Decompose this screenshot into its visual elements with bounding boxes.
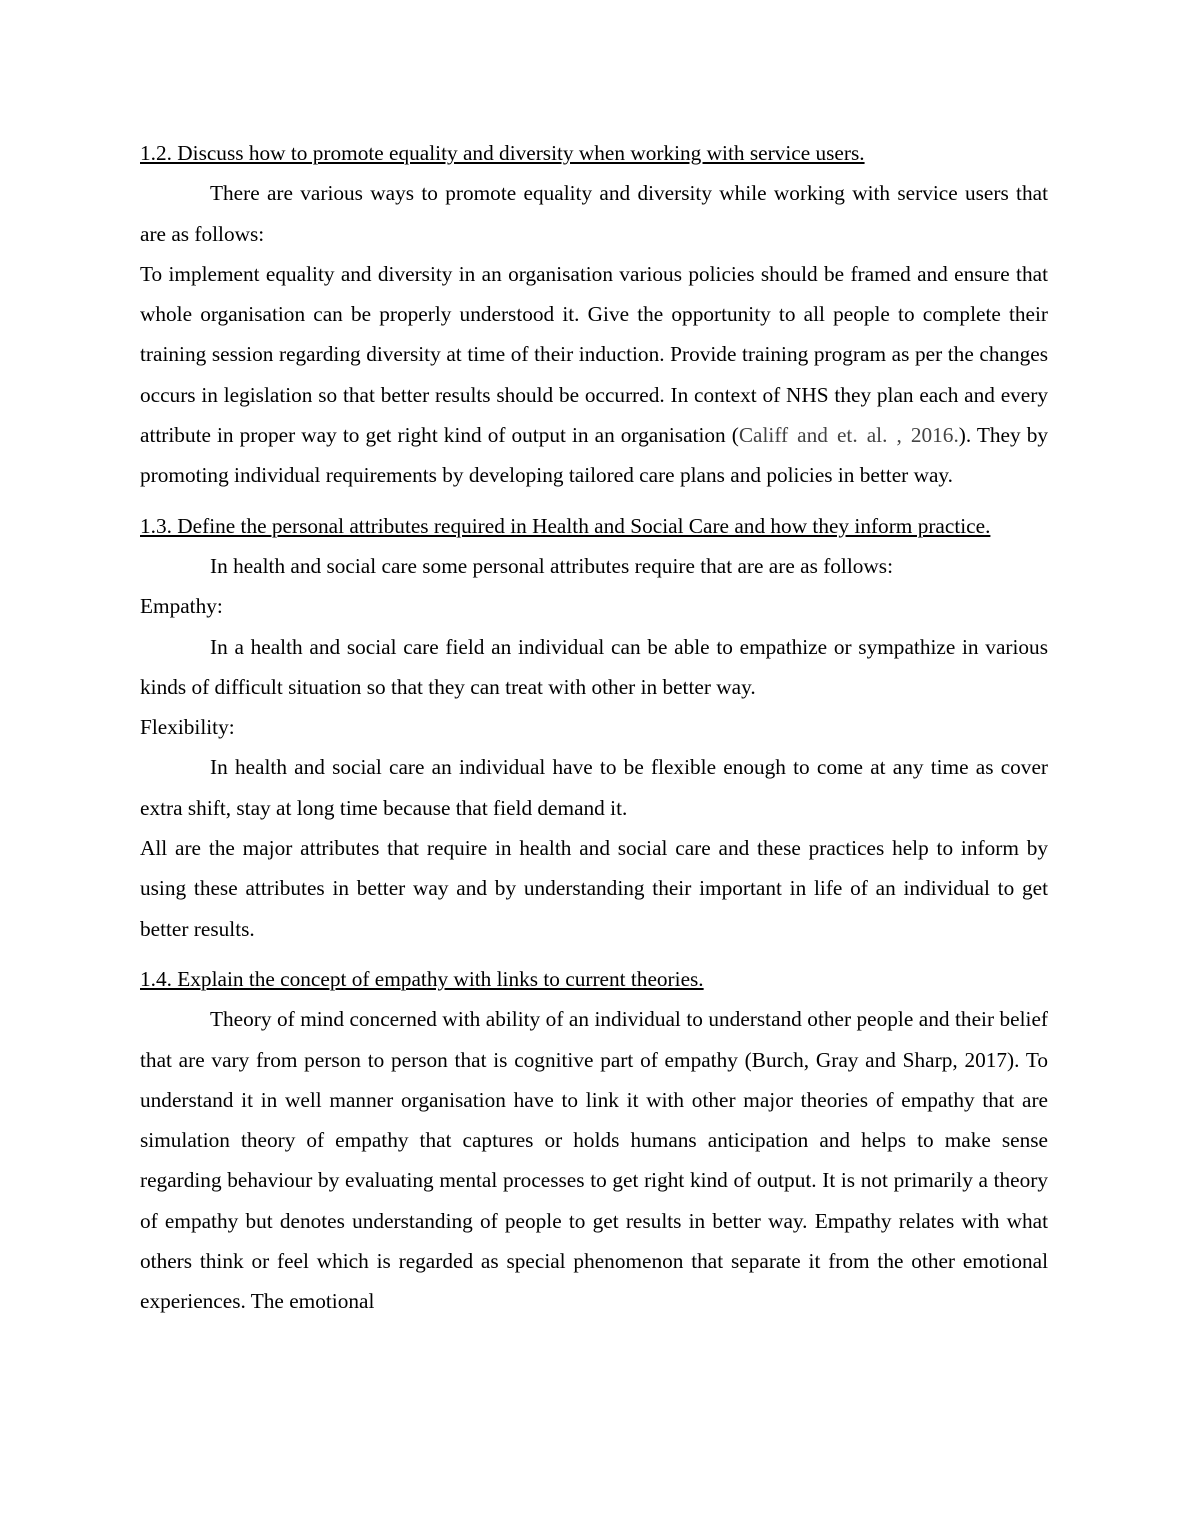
section-1-2-body-text: To implement equality and diversity in an organisation various policies should be framed and ensure that whole organisation can be properly understood it. Give the opportunity to all people to complete their training session regarding diversity at time of their induction. Provide training program as per the changes occurs in legislation so that better results should be occurred. In context of NHS they plan each and every attribute in proper way to get right kind of output in an organisation ( [140, 261, 1048, 448]
section-1-3-conclusion: All are the major attributes that require in health and social care and these practices help to inform by using these attributes in better way and by understanding their important in life of an individual to get better results. [140, 836, 1048, 941]
attribute-text-flexibility: In health and social care an individual have to be flexible enough to come at any time as cover extra shift, stay at long time because that field demand it. [140, 755, 1048, 820]
section-heading-1-2: 1.2. Discuss how to promote equality and diversity when working with service users. [140, 141, 865, 165]
section-heading-1-4: 1.4. Explain the concept of empathy with links to current theories. [140, 966, 704, 991]
section-1-2-body [140, 254, 1048, 496]
attribute-label-flexibility: Flexibility: [140, 715, 235, 740]
attribute-text-empathy: In a health and social care field an individual can be able to empathize or sympathize in various kinds of difficult situation so that they can treat with other in better way. [140, 634, 1048, 699]
section-gap [140, 949, 1048, 959]
section-gap [140, 496, 1048, 506]
citation: Califf and et. al. , 2016. [738, 423, 959, 448]
document-page [140, 133, 1048, 1322]
section-1-2-intro: There are various ways to promote equality and diversity while working with service users that are as follows: [140, 181, 1048, 246]
attribute-label-empathy: Empathy: [140, 594, 223, 619]
section-1-2-body-text-end: ). They by promoting individual requirements by developing tailored care plans and policies in better way. [140, 423, 1048, 488]
section-1-4-body: Theory of mind concerned with ability of an individual to understand other people and their belief that are vary from person to person that is cognitive part of empathy (Burch, Gray and Sharp, 2017). To understand it in well manner organisation have to link it with other major theories of empathy that are simulation theory of empathy that captures or holds humans anticipation and helps to make sense regarding behaviour by evaluating mental processes to get right kind of output. It is not primarily a theory of empathy but denotes understanding of people to get results in better way. Empathy relates with what others think or feel which is regarded as special phenomenon that separate it from the other emotional experiences. The emotional [140, 1007, 1048, 1314]
section-heading-1-3: 1.3. Define the personal attributes required in Health and Social Care and how they inform practice. [140, 513, 991, 538]
section-1-3-intro: In health and social care some personal attributes require that are are as follows: [210, 553, 893, 578]
